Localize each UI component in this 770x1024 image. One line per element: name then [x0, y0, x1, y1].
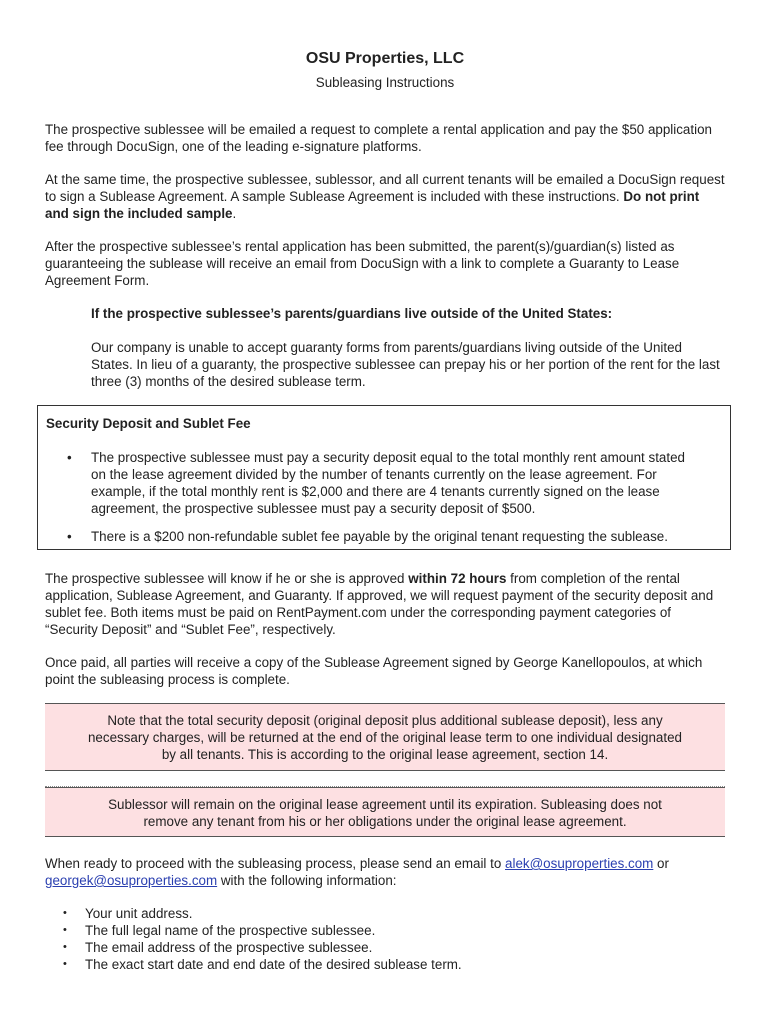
- contact-text-middle: or: [653, 856, 669, 871]
- list-item: [63, 905, 663, 922]
- list-item: [63, 956, 663, 973]
- bullet-icon: •: [67, 450, 72, 465]
- contact-text-start: When ready to proceed with the subleasing process, please send an email to: [45, 856, 506, 871]
- bullet-icon: •: [63, 924, 67, 936]
- sublessor-notice-text: Sublessor will remain on the original lease agreement until its expiration. Subleasing does not remove any tenant from his or her obligations under the original lease agreement.: [108, 797, 662, 829]
- list-item-text: The exact start date and end date of the desired sublease term.: [85, 957, 462, 972]
- alek-email-link[interactable]: alek@osuproperties.com: [505, 856, 654, 871]
- document-subtitle: Subleasing Instructions: [315, 75, 455, 90]
- bullet-icon: •: [63, 958, 67, 970]
- list-item-text: The full legal name of the prospective sublessee.: [85, 923, 376, 938]
- approval-text-start: The prospective sublessee will know if he or she is approved: [45, 571, 409, 586]
- deposit-return-notice-text: Note that the total security deposit (original deposit plus additional sublease deposit), less any necessary charges, will be returned at the end of the original lease term to one individual designated by all tenants. This is according to the original lease agreement, section 14.: [87, 713, 682, 762]
- security-deposit-title: Security Deposit and Sublet Fee: [46, 416, 251, 431]
- bullet-icon: •: [67, 529, 72, 544]
- approval-text-end: from completion of the rental application, Sublease Agreement, and Guaranty. If approved, we will request payment of the security deposit and sublet fee. Both items must be paid on RentPayment.com under the corresponding payment categories of “Security Deposit” and “Sublet Fee”, respectively.: [45, 571, 714, 637]
- deposit-return-notice: [45, 703, 725, 771]
- security-deposit-box: [37, 405, 731, 550]
- completion-paragraph: Once paid, all parties will receive a copy of the Sublease Agreement signed by George Kanellopoulos, at which point the subleasing process is complete.: [45, 655, 703, 687]
- georgek-email-link[interactable]: georgek@osuproperties.com: [45, 873, 218, 888]
- list-item-text: Your unit address.: [85, 906, 193, 921]
- intro-paragraph-docusign: [45, 171, 725, 222]
- sublessor-notice: [45, 787, 725, 837]
- list-item-text: The email address of the prospective sublessee.: [85, 940, 373, 955]
- list-item: [63, 922, 663, 939]
- company-title: OSU Properties, LLC: [305, 50, 465, 67]
- bullet-icon: •: [63, 907, 67, 919]
- intro-paragraph-guaranty: After the prospective sublessee’s rental application has been submitted, the parent(s)/guardian(s) listed as guaranteeing the sublease will receive an email from DocuSign with a link to complete a Guaranty to Lease Agreement Form.: [45, 239, 680, 288]
- required-info-list: [63, 905, 663, 973]
- contact-paragraph: [45, 855, 725, 889]
- intro-paragraph-application: The prospective sublessee will be emailed a request to complete a rental application and pay the $50 application fee through DocuSign, one of the leading e-signature platforms.: [45, 122, 712, 154]
- do-not-print-warning: Do not print and sign the included sample: [45, 189, 700, 221]
- bullet-icon: •: [63, 941, 67, 953]
- list-item: [63, 939, 663, 956]
- international-heading: If the prospective sublessee’s parents/guardians live outside of the United States:: [91, 306, 613, 321]
- intro-paragraph-docusign-end: .: [232, 206, 237, 221]
- sublet-fee-bullet-text: There is a $200 non-refundable sublet fee payable by the original tenant requesting the sublease.: [91, 529, 668, 544]
- international-body: Our company is unable to accept guaranty forms from parents/guardians living outside of the United States. In lieu of a guaranty, the prospective sublessee can prepay his or her portion of the rent for the last three (3) months of the desired sublease term.: [91, 340, 720, 389]
- intro-paragraph-docusign-text: At the same time, the prospective sublessee, sublessor, and all current tenants will be emailed a DocuSign request to sign a Sublease Agreement. A sample Sublease Agreement is included with these instructions.: [45, 172, 725, 204]
- contact-text-end: with the following information:: [217, 873, 397, 888]
- deposit-bullet-text: The prospective sublessee must pay a security deposit equal to the total monthly rent amount stated on the lease agreement divided by the number of tenants currently on the lease agreement. For example, if the total monthly rent is $2,000 and there are 4 tenants currently signed on the lease agreement, the prospective sublessee must pay a security deposit of $500.: [91, 450, 685, 516]
- approval-paragraph: [45, 570, 725, 638]
- approval-timeframe: within 72 hours: [408, 571, 507, 586]
